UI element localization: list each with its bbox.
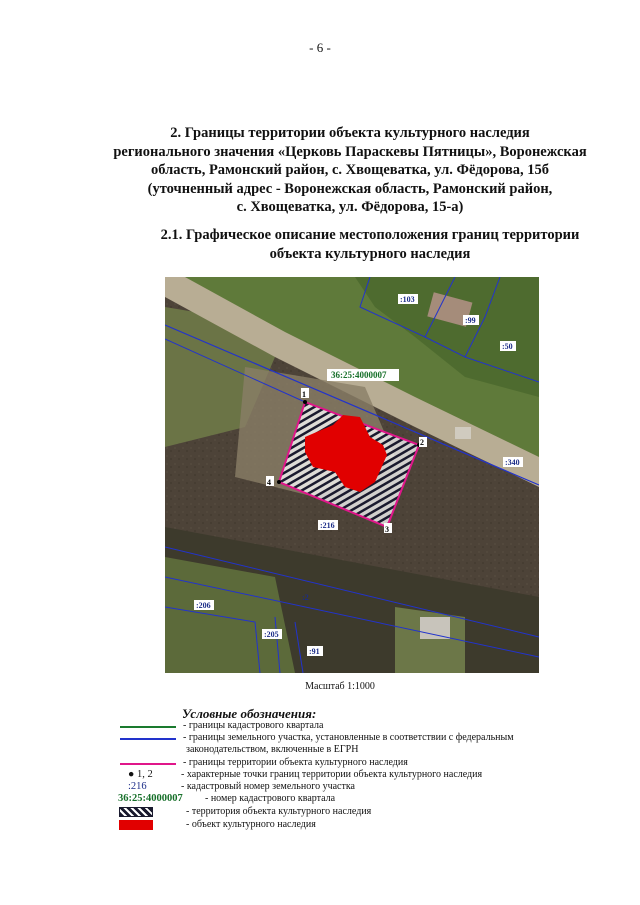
legend-item-text: - кадастровый номер земельного участка [181,781,355,792]
parcel-number-symbol: :216 [128,781,147,792]
section-heading [90,124,610,217]
satellite-map [165,277,539,673]
point-marker [277,480,281,484]
red-swatch [119,820,153,830]
parcel-label: :205 [264,630,279,639]
page-number: - 6 - [309,40,331,55]
blue-line-symbol [120,738,176,740]
point-marker [303,400,307,404]
quarter-label: 36:25:4000007 [331,370,387,380]
green-line-symbol [120,726,176,728]
map-scale: Масштаб 1:1000 [305,681,375,692]
magenta-line-symbol [120,763,176,765]
quarter-number-symbol: 36:25:4000007 [118,793,183,804]
legend-item-text: - характерные точки границ территории объекта культурного наследия [181,769,483,780]
legend-item-text: - границы территории объекта культурного наследия [183,757,408,768]
house [420,617,450,639]
point-label: 4 [267,478,271,487]
parcel-label: :103 [400,295,415,304]
point-label: 1 [302,390,306,399]
parcel-label: :99 [465,316,476,325]
parcel-label: :50 [502,342,513,351]
map-canvas [165,277,539,673]
parcel-label: :340 [505,458,520,467]
legend-title: Условные обозначения: [182,706,317,721]
point-label: 2 [420,438,424,447]
point-label: 3 [385,525,389,534]
subsection-heading [120,226,620,263]
heading-line: 2. Границы территории объекта культурного наследия [170,125,530,141]
legend-item-text: законодательством, включенные в ЕГРН [186,744,359,755]
subheading-line: объекта культурного наследия [269,245,471,262]
subheading-line: 2.1. Графическое описание местоположения границ территории [160,227,580,243]
legend-item-text: - границы кадастрового квартала [183,720,324,731]
points-symbol: ● 1, 2 [128,769,153,780]
hatched-swatch [119,807,153,817]
legend-item-text: - объект культурного наследия [186,819,316,830]
heading-line: (уточненный адрес - Воронежская область, Рамонский район, [147,180,553,197]
heading-line: с. Хвощеватка, ул. Фёдорова, 15-а) [236,199,464,215]
heading-line: область, Рамонский район, с. Хвощеватка, ул. Фёдорова, 15б [150,162,550,178]
parcel-label: :2 [302,593,309,602]
legend-item-text: - границы земельного участка, установленные в соответствии с федеральным [183,732,514,743]
parcel-label: :216 [320,521,335,530]
parcel-label: :206 [196,601,211,610]
legend-item-text: - номер кадастрового квартала [205,793,336,804]
heading-line: регионального значения «Церковь Параскевы Пятницы», Воронежская [113,143,587,160]
legend-item-text: - территория объекта культурного наследия [186,806,372,817]
shed [455,427,471,439]
parcel-label: :91 [309,647,320,656]
